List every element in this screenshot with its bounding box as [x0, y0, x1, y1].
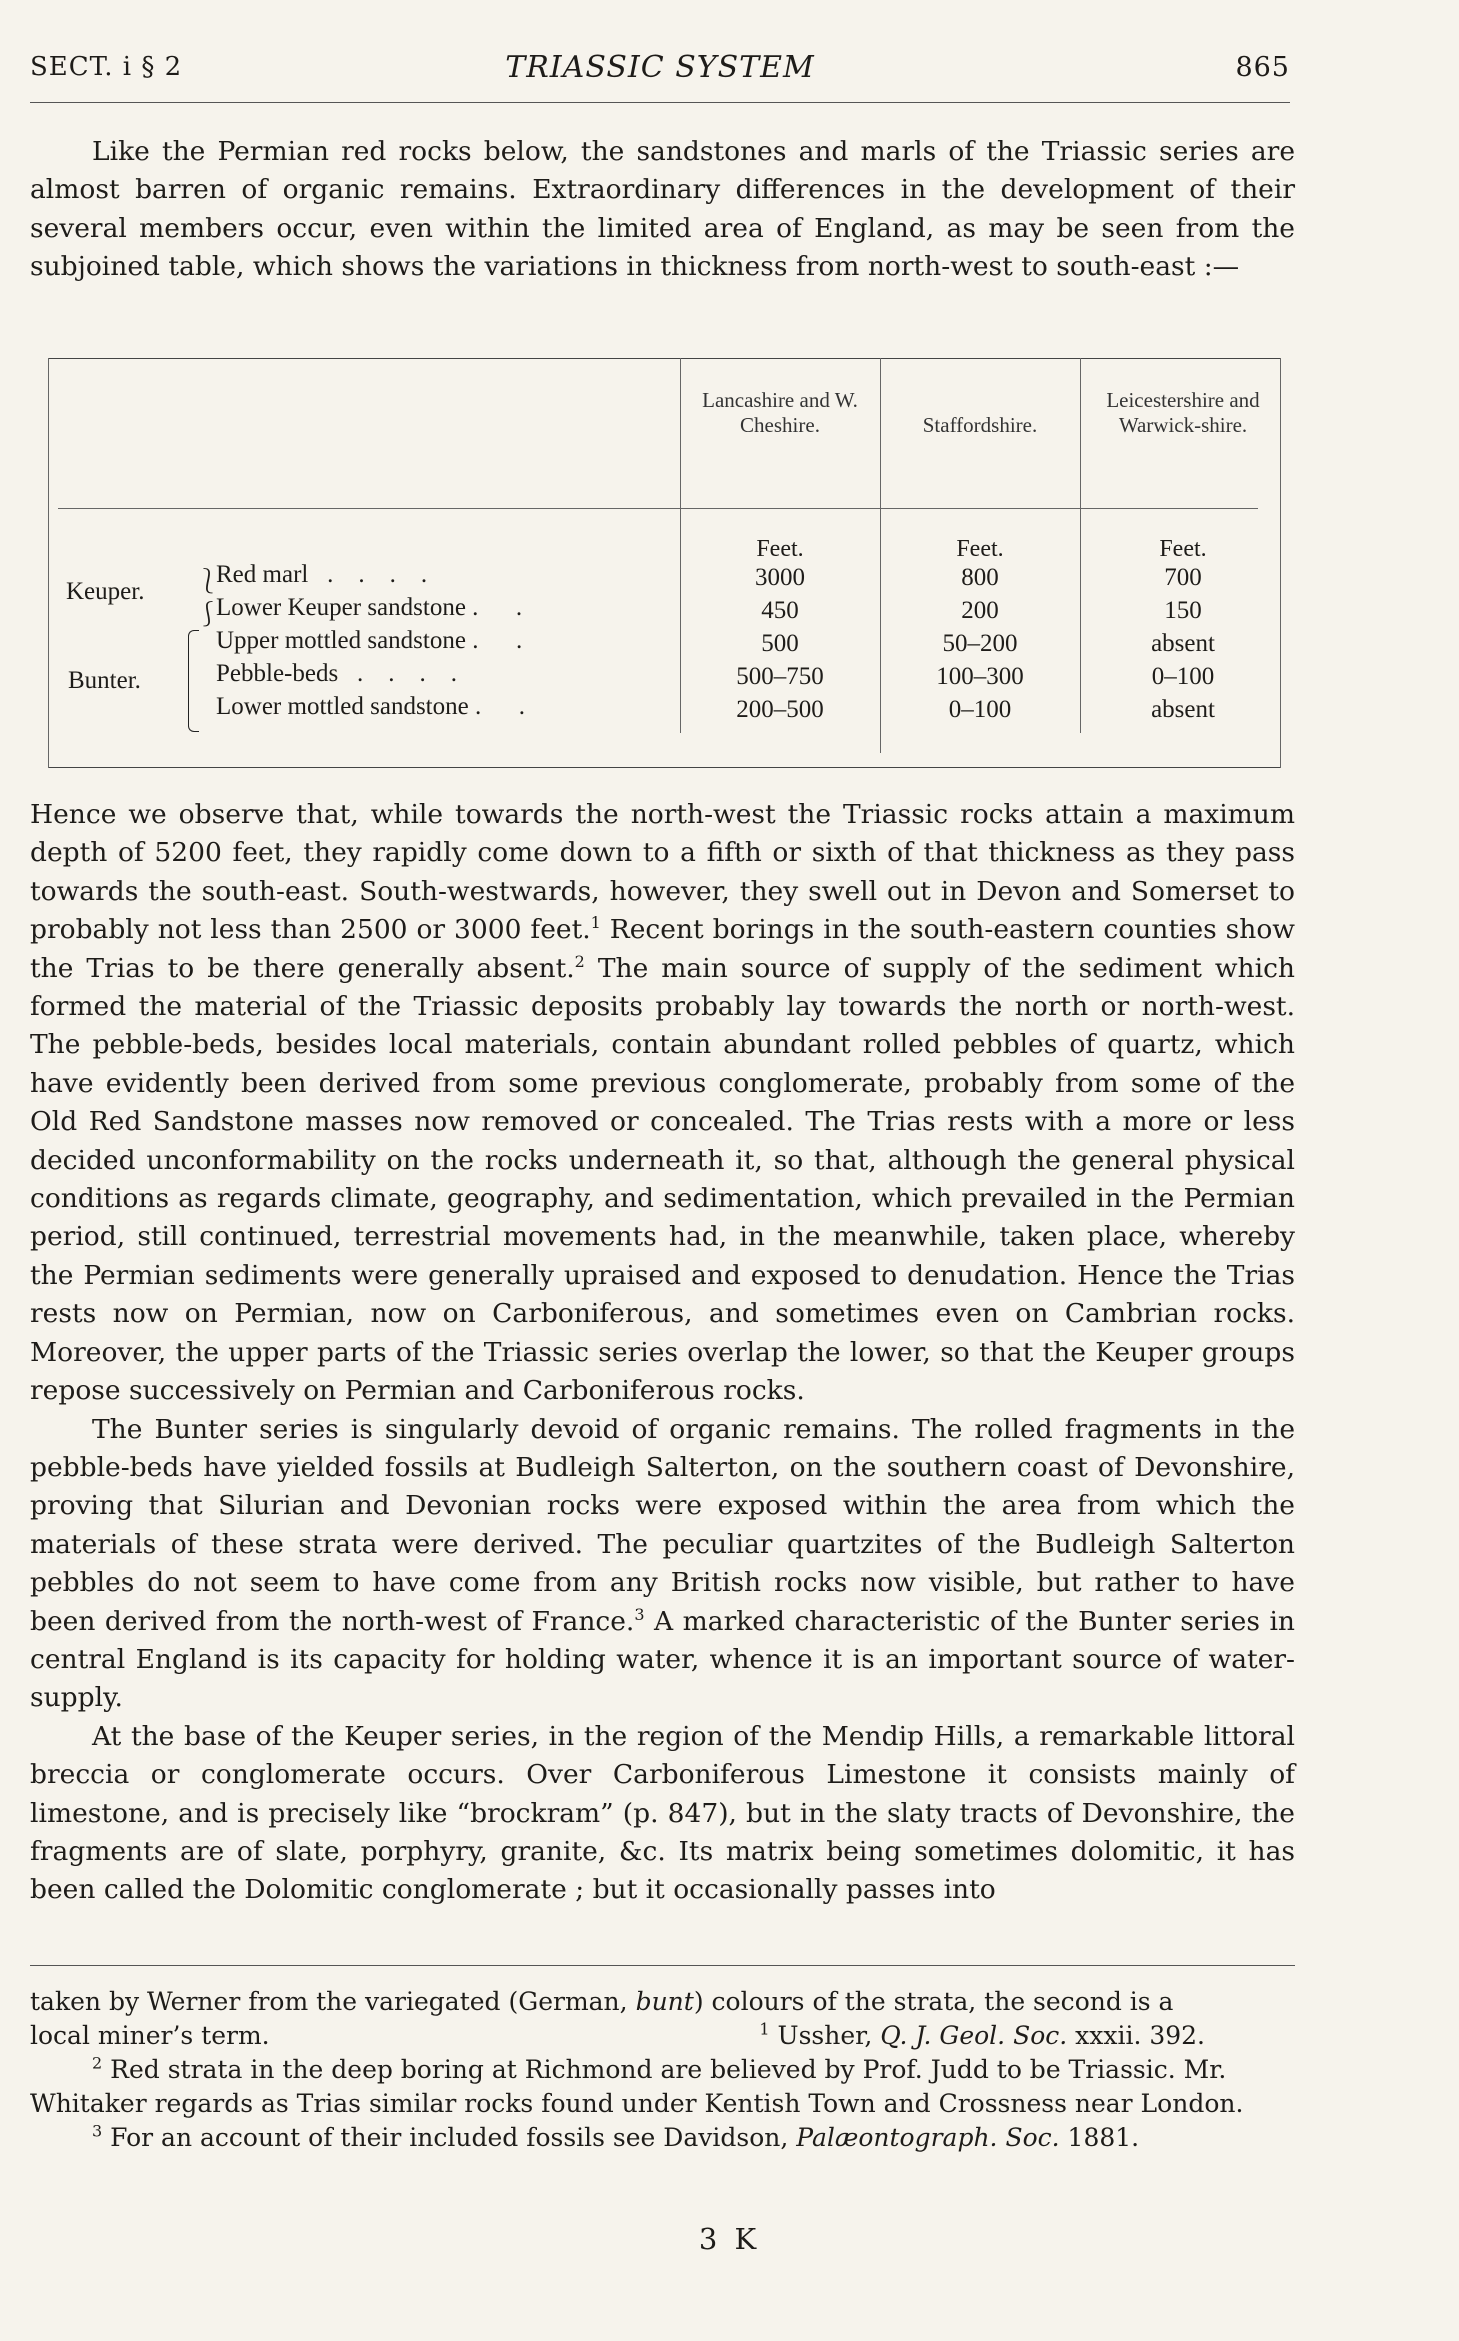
column-header-leicestershire: Leicestershire and Warwick-shire. [1106, 388, 1260, 437]
footnote-marker: 1 [759, 2019, 770, 2039]
table-left-rule [48, 358, 49, 768]
unit-label: Feet. [956, 536, 1004, 562]
bed-label: Lower mottled sandstone [216, 693, 469, 720]
bed-name [216, 660, 457, 688]
unit-label: Feet. [756, 536, 804, 562]
text-run: For an account of their included fossils see Davidson, [102, 2123, 797, 2152]
column-divider [1080, 358, 1081, 733]
table-cell: 700 [1164, 564, 1202, 591]
footnote-marker: 3 [634, 1604, 645, 1624]
leader-dots: . . . . [356, 660, 457, 687]
leader-dots: . . [472, 594, 523, 621]
table-cell: 3000 [755, 564, 805, 591]
bed-name [216, 693, 525, 721]
leader-dots: . . [474, 693, 525, 720]
bed-name [216, 561, 427, 589]
page-title: TRIASSIC SYSTEM [505, 50, 815, 85]
column-header-lancashire: Lancashire and W. Cheshire. [702, 388, 858, 437]
footnote-1 [759, 2019, 1295, 2053]
signature-mark: 3 K [698, 2222, 761, 2256]
brace: ⎰ [196, 602, 220, 628]
footnote-line [30, 2019, 1295, 2053]
table-cell: 0–100 [948, 696, 1012, 723]
table-cell: 200–500 [736, 696, 824, 723]
intro-text: Like the Permian red rocks below, the sandstones and marls of the Triassic series are almost barren of organic remains. Extraordinary differences in the development of their several members occur, even within the limited area of England, as may be seen from the subjoined table, which shows the variations in thickness from north-west to south-east :— [30, 136, 1295, 283]
italic-term: bunt [635, 1987, 694, 2016]
table-cell: 0–100 [1151, 663, 1215, 690]
journal-title: Palæontograph. Soc. [796, 2123, 1060, 2152]
table-cell: 200 [961, 597, 999, 624]
table-cell: 800 [961, 564, 999, 591]
table-cell: 500 [761, 630, 799, 657]
table-cell: 100–300 [936, 663, 1024, 690]
text-run: local miner’s term. [30, 2021, 270, 2050]
section-reference: SECT. i § 2 [30, 52, 183, 82]
footnote-3 [30, 2121, 1295, 2155]
text-run: Recent borings in the south-eastern counties show the Trias to be there generally absent. [30, 914, 1295, 984]
text-run: A marked characteristic of the Bunter series in central England is its capacity for holding water, whence it is an important source of water-supply. [30, 1605, 1296, 1714]
bed-label: Lower Keuper sandstone [216, 594, 466, 621]
footnotes [30, 1985, 1295, 2155]
table-cell: 150 [1164, 597, 1202, 624]
text-run: Ussher, [769, 2021, 881, 2050]
bed-name [216, 594, 522, 622]
table-cell: absent [1151, 630, 1215, 657]
intro-paragraph [30, 133, 1295, 287]
text-run: The Bunter series is singularly devoid of organic remains. The rolled fragments in the pebble-beds have yielded fossils at Budleigh Salterton, on the southern coast of Devonshire, proving that Silurian and Devonian rocks were exposed within the area from which the materials of these strata were derived. The peculiar quartzites of the Budleigh Salterton pebbles do not seem to have come from any British rocks now visible, but rather to have been derived from the north-west of France. [30, 1413, 1295, 1637]
body-paragraph [30, 1411, 1295, 1718]
text-run: 1881. [1059, 2123, 1140, 2152]
bed-name [216, 627, 522, 655]
header-rule [30, 102, 1290, 103]
body-paragraph: At the base of the Keuper series, in the region of the Mendip Hills, a remarkable littoral breccia or conglomerate occurs. Over Carboniferous Limestone it consists mainly of limestone, and is precisely like “brockram” (p. 847), but in the slaty tracts of Devonshire, the fragments are of slate, porphyry, granite, &c. Its matrix being sometimes dolomitic, it has been called the Dolomitic conglomerate ; but it occasionally passes into [30, 1720, 1295, 1906]
leader-dots: . . . . [327, 561, 428, 588]
footnote-marker: 2 [574, 951, 585, 971]
footnote-marker: 3 [92, 2121, 103, 2141]
group-label-bunter: Bunter. [68, 667, 141, 694]
bed-label: Pebble-beds [216, 660, 339, 687]
footnote-2 [30, 2053, 1295, 2121]
text-run: Red strata in the deep boring at Richmond are believed by Prof. Judd to be Triassic. Mr. Whitaker regards as Trias similar rocks found under Kentish Town and Crossness near London. [30, 2055, 1244, 2118]
running-head [30, 48, 1290, 88]
thickness-table [48, 358, 1280, 768]
table-bottom-rule [48, 767, 1280, 768]
table-right-rule [1280, 358, 1281, 768]
body-paragraph [30, 796, 1295, 1411]
group-label-keuper: Keuper. [66, 578, 145, 605]
table-cell: 50–200 [942, 630, 1018, 657]
header-rule-table [58, 508, 1258, 509]
leader-dots: . . [472, 627, 523, 654]
table-top-rule [48, 358, 1280, 359]
body-text [30, 796, 1295, 1910]
brace: ⎱ [196, 569, 220, 595]
text-run: The main source of supply of the sediment which formed the material of the Triassic deposits probably lay towards the north or north-west. The pebble-beds, besides local materials, contain abundant rolled pebbles of quartz, which have evidently been derived from some previous conglomerate, probably from some of the Old Red Sandstone masses now removed or concealed. The Trias rests with a more or less decided unconformability on the rocks underneath it, so that, although the general physical conditions as regards climate, geography, and sedimentation, which prevailed in the Permian period, still continued, terrestrial movements had, in the meanwhile, taken place, whereby the Permian sediments were generally upraised and exposed to denudation. Hence the Trias rests now on Permian, now on Carboniferous, and sometimes even on Cambrian rocks. Moreover, the upper parts of the Triassic series overlap the lower, so that the Keuper groups repose successively on Permian and Carboniferous rocks. [30, 952, 1295, 1407]
table-cell: absent [1151, 696, 1215, 723]
text-run: xxxii. 392. [1067, 2021, 1205, 2050]
text-run: Hence we observe that, while towards the north-west the Triassic rocks attain a maximum depth of 5200 feet, they rapidly come down to a fifth or sixth of that thickness as they pass towards the south-east. South-westwards, however, they swell out in Devon and Somerset to probably not less than 2500 or 3000 feet. [30, 799, 1295, 946]
brace [188, 630, 199, 732]
table-cell: 500–750 [736, 663, 824, 690]
bed-label: Upper mottled sandstone [216, 627, 466, 654]
unit-label: Feet. [1159, 536, 1207, 562]
journal-title: Q. J. Geol. Soc. [880, 2021, 1068, 2050]
footnote-rule [30, 1965, 1295, 1966]
column-header-staffordshire: Staffordshire. [922, 413, 1038, 437]
page-number: 865 [1235, 52, 1290, 83]
text-run: taken by Werner from the variegated (German, [30, 1987, 636, 2016]
text-run: ) colours of the strata, the second is a [693, 1987, 1174, 2016]
bed-label: Red marl [216, 561, 309, 588]
table-cell: 450 [761, 597, 799, 624]
footnote-marker: 1 [590, 913, 601, 933]
footnote-continuation [30, 1985, 1295, 2019]
footnote-marker: 2 [92, 2053, 103, 2073]
